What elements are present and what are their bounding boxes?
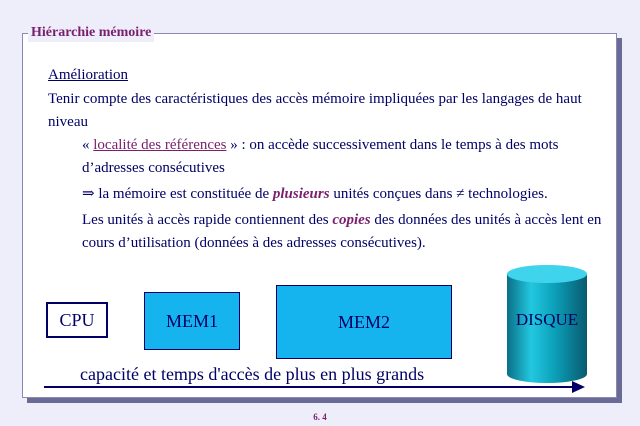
implies-symbol: ⇒ bbox=[82, 186, 95, 202]
emphasis-copies: copies bbox=[332, 212, 371, 228]
emphasis-plusieurs: plusieurs bbox=[272, 186, 330, 202]
paragraph-implication bbox=[82, 183, 612, 206]
quote-open: « bbox=[82, 137, 94, 153]
progression-arrow bbox=[42, 378, 587, 394]
section-heading: Amélioration bbox=[48, 67, 128, 83]
copies-text-end: des données des unités à accès lent en cours d’utilisation (données à des adresses consécutives). bbox=[82, 212, 602, 251]
paragraph-locality bbox=[82, 134, 602, 180]
paragraph-copies bbox=[82, 209, 612, 255]
copies-text-start: Les unités à accès rapide contiennent des bbox=[82, 212, 333, 228]
disk-cylinder bbox=[506, 264, 588, 384]
locality-link[interactable]: localité des références bbox=[93, 137, 227, 153]
locality-text: » : on accède successivement dans le temps à des mots d’adresses consécutives bbox=[82, 137, 559, 176]
disk-label: DISQUE bbox=[515, 310, 579, 329]
mem1-box: MEM1 bbox=[144, 292, 240, 350]
page-number: 6. 4 bbox=[313, 412, 327, 422]
slide-title: Hiérarchie mémoire bbox=[28, 24, 154, 42]
mem2-box: MEM2 bbox=[276, 285, 452, 359]
implication-text-end: unités conçues dans ≠ technologies. bbox=[329, 186, 548, 202]
paragraph-intro: Tenir compte des caractéristiques des accès mémoire impliquées par les langages de haut niveau bbox=[48, 91, 582, 130]
cpu-box: CPU bbox=[46, 302, 108, 338]
arrow-caption: capacité et temps d'accès de plus en plus grands bbox=[80, 364, 425, 384]
implication-text-start: la mémoire est constituée de bbox=[94, 186, 273, 202]
